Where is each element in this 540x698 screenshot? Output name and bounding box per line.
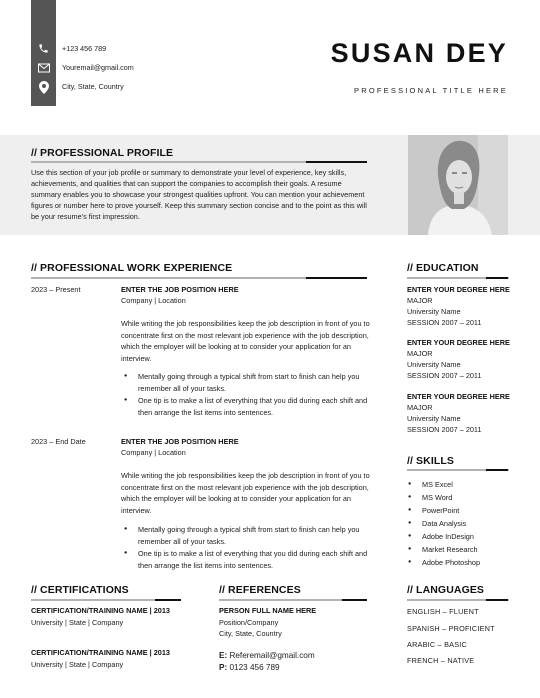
language-item: SPANISH – PROFICIENT [407,624,495,633]
language-item: ARABIC – BASIC [407,640,467,649]
job-title: ENTER THE JOB POSITION HERE [121,285,239,294]
contact-location: City, State, Country [62,82,124,91]
profile-rule-accent [306,161,367,163]
reference-phone-label: P: [219,663,228,672]
contact-phone: +123 456 789 [62,44,107,53]
skill-item: ● MS Excel [407,478,517,491]
language-item: ENGLISH – FLUENT [407,607,479,616]
skills-heading: // SKILLS [407,455,454,467]
job-date: 2023 – End Date [31,437,86,446]
contact-email: Youremail@gmail.com [62,63,134,72]
degree-major: MAJOR [407,349,433,358]
certifications-rule-accent [155,599,181,601]
job-bullets [121,371,368,419]
skill-item: ● PowerPoint [407,504,517,517]
degree-major: MAJOR [407,296,433,305]
job-bullet: ● One tip is to make a list of everything that you did during each shift and then arrange the list items into sentences. [121,548,368,572]
job-description: While writing the job responsibilities keep the job description in front of you to concentrate first on the most relevant job experience with the job description, which the employer will be looking at to consider your application for an interview. [121,471,370,515]
skills-list [407,478,517,569]
experience-heading: // PROFESSIONAL WORK EXPERIENCE [31,262,233,274]
degree-session: SESSION 2007 – 2011 [407,371,482,380]
languages-rule-accent [486,599,508,601]
certifications-heading: // CERTIFICATIONS [31,584,129,596]
degree-major: MAJOR [407,403,433,412]
references-rule-accent [342,599,367,601]
mail-icon [31,61,56,75]
degree-session: SESSION 2007 – 2011 [407,425,482,434]
languages-heading: // LANGUAGES [407,584,485,596]
location-pin-icon [31,80,56,94]
degree-title: ENTER YOUR DEGREE HERE [407,285,510,294]
skill-item: ● Adobe Photoshop [407,556,517,569]
phone-icon [31,41,56,55]
certification-title: CERTIFICATION/TRAINING NAME | 2013 [31,648,170,657]
reference-phone [219,663,280,672]
university-name: University Name [407,414,461,423]
job-bullet: ● Mentally going through a typical shift from start to finish can help you remember all of your tasks. [121,371,368,395]
degree-title: ENTER YOUR DEGREE HERE [407,338,510,347]
skill-item: ● Adobe InDesign [407,530,517,543]
skill-item: ● Data Analysis [407,517,517,530]
degree-title: ENTER YOUR DEGREE HERE [407,392,510,401]
education-heading: // EDUCATION [407,262,479,274]
reference-email-label: E: [219,651,228,660]
certification-detail: University | State | Company [31,618,124,627]
job-title: ENTER THE JOB POSITION HERE [121,437,239,446]
reference-location: City, State, Country [219,629,282,638]
reference-email-value: Referemail@gmail.com [229,651,315,660]
skill-item: ● Market Research [407,543,517,556]
candidate-name: SUSAN DEY [330,38,508,68]
contact-bar [31,0,56,106]
education-rule-accent [486,277,508,279]
references-heading: // REFERENCES [219,584,301,596]
job-company: Company | Location [121,296,186,305]
job-bullets [121,524,368,572]
job-date: 2023 – Present [31,285,81,294]
skill-item: ● MS Word [407,491,517,504]
reference-position: Position/Company [219,618,279,627]
reference-name: PERSON FULL NAME HERE [219,606,317,615]
reference-email [219,651,315,660]
job-company: Company | Location [121,448,186,457]
job-description: While writing the job responsibilities keep the job description in front of you to concentrate first on the most relevant job experience with the job description, which the employer will be looking at to consider your application for an interview. [121,319,370,363]
job-bullet: ● Mentally going through a typical shift from start to finish can help you remember all of your tasks. [121,524,368,548]
profile-heading: // PROFESSIONAL PROFILE [31,147,174,159]
certification-detail: University | State | Company [31,660,124,669]
skills-rule-accent [486,469,508,471]
professional-title: PROFESSIONAL TITLE HERE [354,86,508,95]
degree-session: SESSION 2007 – 2011 [407,318,482,327]
experience-rule-accent [306,277,367,279]
language-item: FRENCH – NATIVE [407,656,475,665]
university-name: University Name [407,360,461,369]
university-name: University Name [407,307,461,316]
certification-title: CERTIFICATION/TRAINING NAME | 2013 [31,606,170,615]
profile-photo [408,135,508,235]
profile-summary: Use this section of your job profile or summary to demonstrate your level of experience, key skills, achievements, and qualities that can support the companies to accomplish their goals. A resume summary enables you to showcase your strongest qualities upfront. You can mention your achievement figures or number here to prove yourself. Keep this summary section concise and to the point as this will be your resume's first impression. [31,168,367,222]
reference-phone-value: 0123 456 789 [229,663,280,672]
job-bullet: ● One tip is to make a list of everything that you did during each shift and then arrange the list items into sentences. [121,395,368,419]
